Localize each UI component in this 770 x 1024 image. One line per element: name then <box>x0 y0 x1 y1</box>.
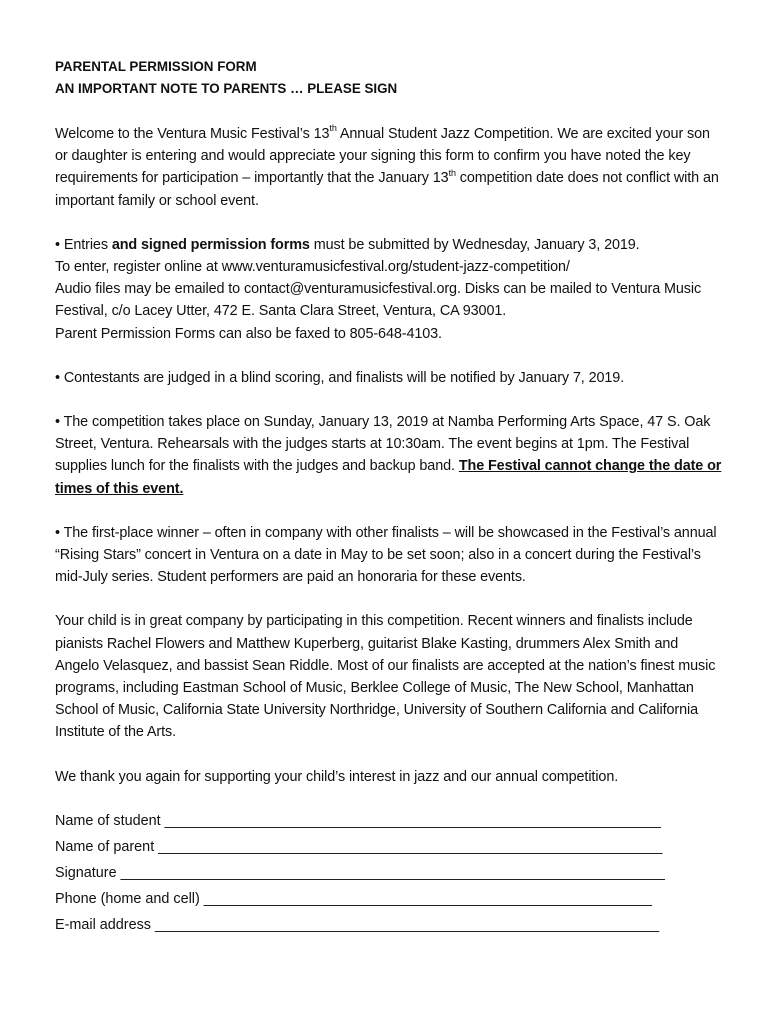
entries-bullet <box>55 234 723 256</box>
competition-text: • The competition takes place on Sunday, January 13, 2019 at Namba Performing Arts Space, 47 S. Oak Street, Ventura. Rehearsals with the judges starts at 10:30am. The event begins at 1pm. The Festival supplies lunch for the finalists with the judges and backup band. <box>55 414 711 475</box>
parent-name-field[interactable]: Name of parent _______________________________________________________________ <box>55 838 663 855</box>
form-title: PARENTAL PERMISSION FORM <box>55 59 257 74</box>
date-warning: The Festival cannot change the date or times of this event. <box>55 458 722 497</box>
intro-paragraph <box>55 123 723 212</box>
student-name-field[interactable]: Name of student ______________________________________________________________ <box>55 812 661 829</box>
company-paragraph: Your child is in great company by participating in this competition. Recent winners and finalists include pianists Rachel Flowers and Matthew Kuperberg, guitarist Blake Kasting, drummers Alex Smith and Angelo Velasquez, and bassist Sean Riddle. Most of our finalists are accepted at the nation’s finest music programs, including Eastman School of Music, Berklee College of Music, The New School, Manhattan School of Music, California State University Northridge, University of Southern California and California Institute of the Arts. <box>55 613 716 741</box>
phone-field[interactable]: Phone (home and cell) ________________________________________________________ <box>55 890 652 907</box>
entries-fax-line: Parent Permission Forms can also be faxed to 805-648-4103. <box>55 325 442 342</box>
entries-audio-line: Audio files may be emailed to contact@venturamusicfestival.org. Disks can be mailed to Ventura Music Festival, c/o Lacey Utter, 472 E. Santa Clara Street, Ventura, CA 93001. <box>55 281 702 320</box>
entries-deadline: must be submitted by Wednesday, January 3, 2019. <box>309 236 640 253</box>
intro-text-3: competition date does not conflict with an important family or school event. <box>55 170 719 209</box>
winner-bullet: • The first-place winner – often in company with other finalists – will be showcased in the Festival’s annual “Rising Stars” concert in Ventura on a date in May to be set soon; also in a concert during the Festival’s mid-July series. Student performers are paid an honoraria for these events. <box>55 524 717 586</box>
entries-bold-text: and signed permission forms <box>111 236 310 253</box>
intro-text-1: Welcome to the Ventura Music Festival’s 13 <box>55 126 330 142</box>
thanks-paragraph: We thank you again for supporting your child’s interest in jazz and our annual competition. <box>55 768 619 785</box>
email-field[interactable]: E-mail address _______________________________________________________________ <box>55 916 660 933</box>
form-subtitle: AN IMPORTANT NOTE TO PARENTS … PLEASE SIGN <box>55 81 398 96</box>
competition-bullet <box>55 411 723 500</box>
permission-form-page <box>55 56 723 938</box>
intro-superscript-2: th <box>448 167 456 178</box>
intro-superscript-1: th <box>329 123 337 134</box>
signature-field[interactable]: Signature ____________________________________________________________________ <box>55 864 665 881</box>
entries-prefix: • Entries <box>55 236 112 253</box>
entries-register-line: To enter, register online at www.venturamusicfestival.org/student-jazz-competition/ <box>55 259 570 276</box>
intro-text-2: Annual Student Jazz Competition. We are excited your son or daughter is entering and would appreciate your signing this form to confirm you have noted the key requirements for participation – importantly that the January 13 <box>55 126 710 187</box>
judging-bullet: • Contestants are judged in a blind scoring, and finalists will be notified by January 7, 2019. <box>55 369 625 386</box>
